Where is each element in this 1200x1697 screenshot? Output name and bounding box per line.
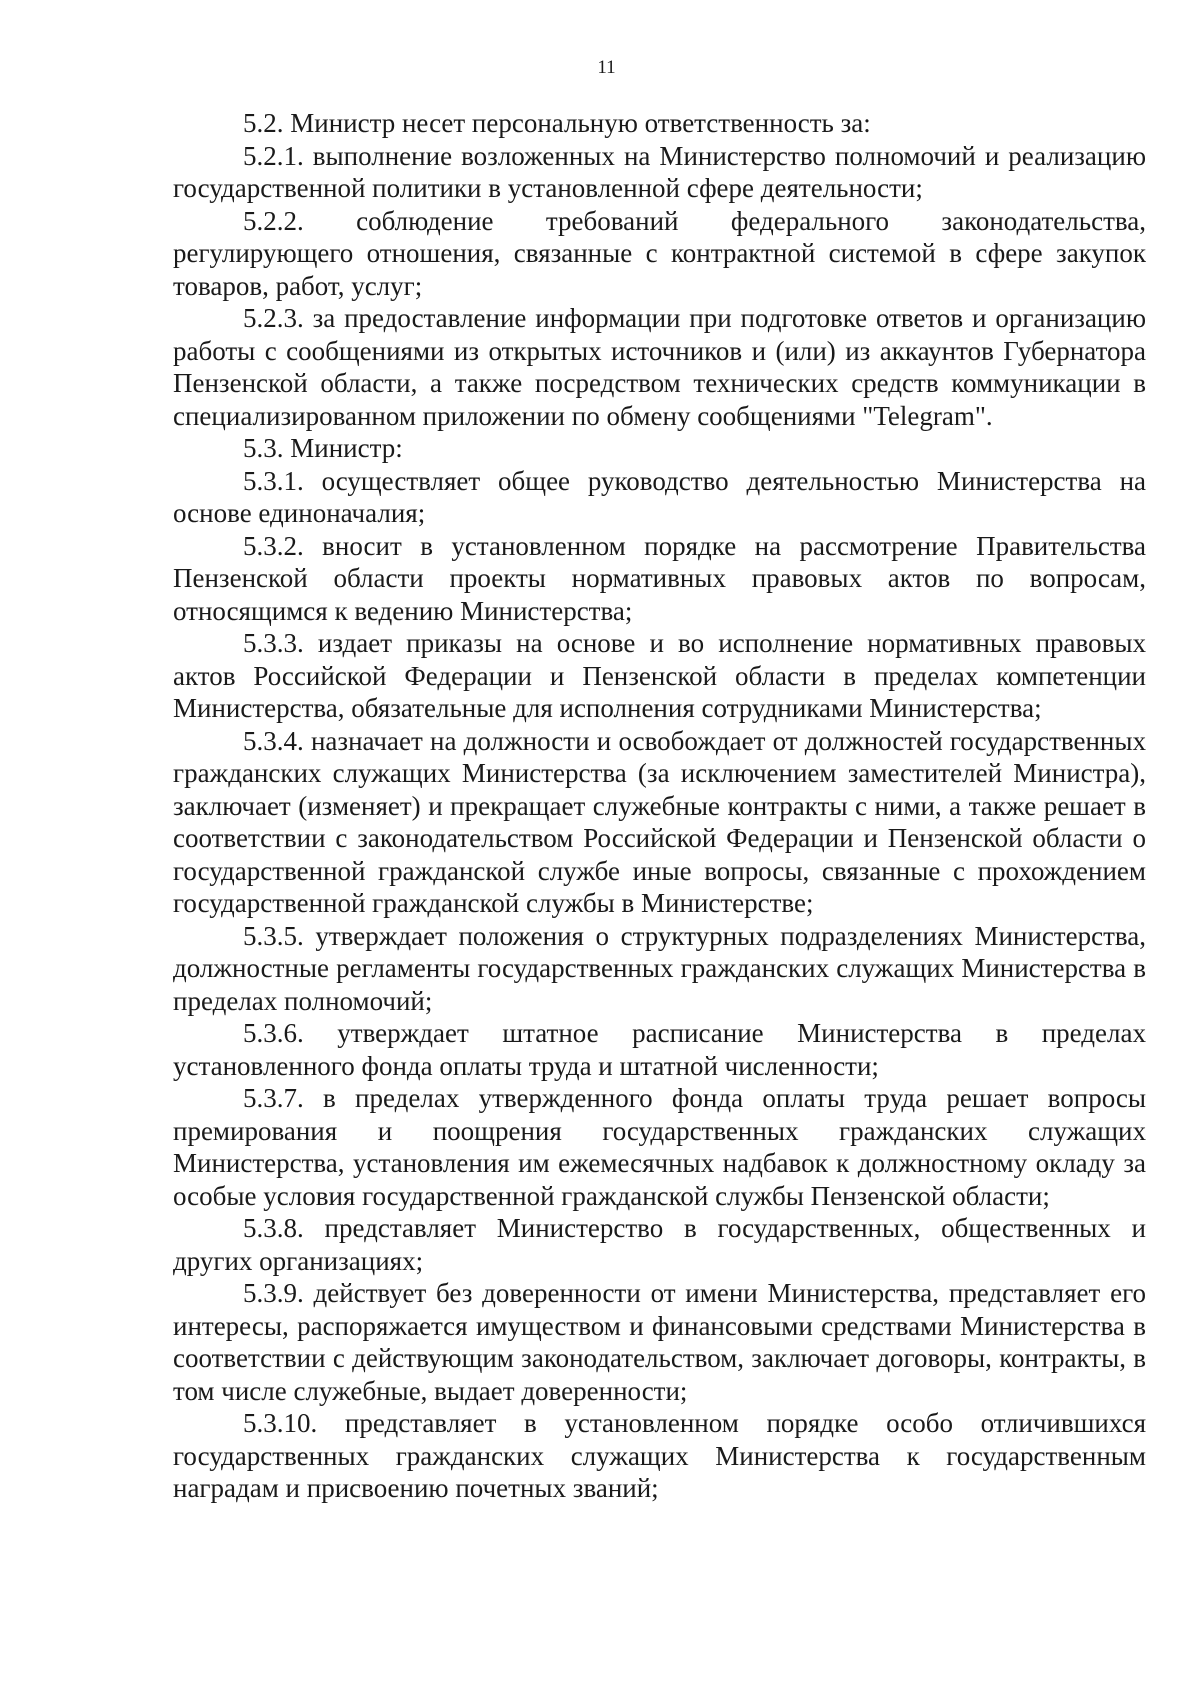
paragraph-5-2: 5.2. Министр несет персональную ответственность за: [243, 108, 871, 138]
paragraph-5-3: 5.3. Министр: [243, 433, 403, 463]
paragraph-5-3-7: 5.3.7. в пределах утвержденного фонда оплаты труда решает вопросы премирования и поощрения государственных гражданских служащих Министерства, установления им ежемесячных надбавок к должностному окладу за особые условия государственной гражданской службы Пензенской области; [173, 1083, 1146, 1211]
paragraph-5-3-5: 5.3.5. утверждает положения о структурных подразделениях Министерства, должностные регламенты государственных гражданских служащих Министерства в пределах полномочий; [173, 920, 1146, 1016]
page-number: 11 [597, 57, 616, 78]
paragraph-5-2-2: 5.2.2. соблюдение требований федерального законодательства, регулирующего отношения, связанные с контрактной системой в сфере закупок товаров, работ, услуг; [173, 205, 1146, 301]
paragraph-5-3-3: 5.3.3. издает приказы на основе и во исполнение нормативных правовых актов Российской Федерации и Пензенской области в пределах компетенции Министерства, обязательные для исполнения сотрудниками Министерства; [173, 628, 1146, 723]
paragraph-5-3-2: 5.3.2. вносит в установленном порядке на рассмотрение Правительства Пензенской области проекты нормативных правовых актов по вопросам, относящимся к ведению Министерства; [173, 530, 1146, 626]
paragraph-5-3-1: 5.3.1. осуществляет общее руководство деятельностью Министерства на основе единоначалия; [173, 465, 1146, 528]
paragraph-5-3-4: 5.3.4. назначает на должности и освобождает от должностей государственных гражданских служащих Министерства (за исключением заместителей Министра), заключает (изменяет) и прекращает служебные контракты с ними, а также решает в соответствии с законодательством Российской Федерации и Пензенской области о государственной гражданской службе иные вопросы, связанные с прохождением государственной гражданской службы в Министерстве; [173, 725, 1146, 918]
paragraph-5-3-9: 5.3.9. действует без доверенности от имени Министерства, представляет его интересы, распоряжается имуществом и финансовыми средствами Министерства в соответствии с действующим законодательством, заключает договоры, контракты, в том числе служебные, выдает доверенности; [173, 1278, 1146, 1406]
paragraph-5-3-8: 5.3.8. представляет Министерство в государственных, общественных и других организациях; [173, 1213, 1146, 1276]
paragraph-5-2-1: 5.2.1. выполнение возложенных на Министерство полномочий и реализацию государственной политики в установленной сфере деятельности; [173, 140, 1146, 203]
paragraph-5-3-6: 5.3.6. утверждает штатное расписание Министерства в пределах установленного фонда оплаты труда и штатной численности; [173, 1018, 1146, 1081]
document-body [173, 107, 1146, 1505]
paragraph-5-3-10: 5.3.10. представляет в установленном порядке особо отличившихся государственных гражданских служащих Министерства к государственным наградам и присвоению почетных званий; [173, 1408, 1146, 1503]
paragraph-5-2-3: 5.2.3. за предоставление информации при подготовке ответов и организацию работы с сообщениями из открытых источников и (или) из аккаунтов Губернатора Пензенской области, а также посредством технических средств коммуникации в специализированном приложении по обмену сообщениями "Telegram". [173, 303, 1146, 431]
